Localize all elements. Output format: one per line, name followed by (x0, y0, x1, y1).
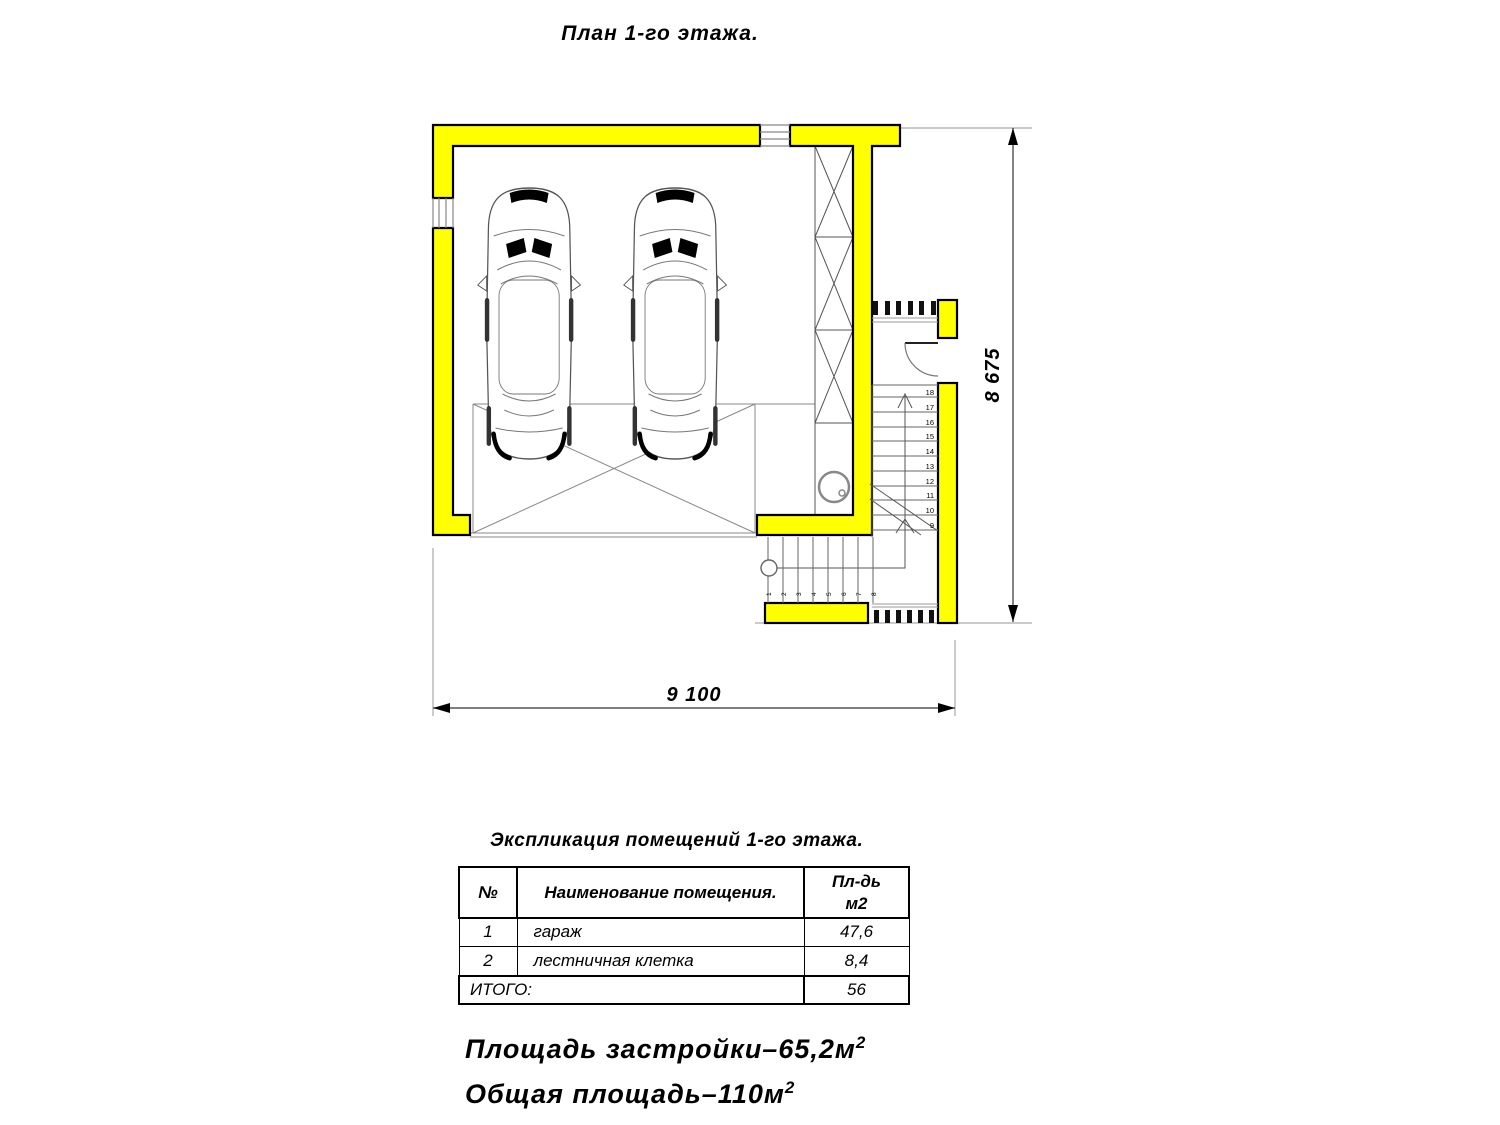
row-num: 1 (459, 918, 517, 946)
table-row (459, 946, 909, 976)
svg-text:3: 3 (796, 592, 803, 596)
table-row (459, 918, 909, 946)
svg-text:11: 11 (926, 491, 934, 500)
svg-text:14: 14 (925, 447, 934, 456)
entry-grate-bottom (872, 604, 938, 623)
header-area: Пл-дь м2 (804, 867, 909, 918)
dim-width-label: 9 100 (666, 684, 722, 706)
svg-text:16: 16 (925, 418, 934, 427)
svg-text:15: 15 (925, 432, 934, 441)
svg-text:1: 1 (766, 592, 773, 596)
table-total-row (459, 976, 909, 1004)
svg-text:18: 18 (925, 388, 934, 397)
wall-right-stair (938, 383, 957, 623)
header-num: № (459, 867, 517, 918)
wall-bottom-stair (765, 603, 868, 623)
window-left (433, 198, 453, 228)
total-value: 56 (804, 976, 909, 1004)
stair-numbers-upper (926, 388, 934, 530)
explication-table (458, 866, 910, 1005)
svg-text:13: 13 (925, 462, 934, 471)
svg-text:17: 17 (925, 403, 934, 412)
row-name: гараж (517, 918, 804, 946)
svg-text:2: 2 (781, 592, 788, 596)
window-top (760, 125, 790, 146)
explication-title: Экспликация помещений 1-го этажа. (490, 830, 864, 851)
total-label: ИТОГО: (459, 976, 804, 1004)
vent-shaft (815, 146, 853, 515)
stair-numbers-lower (766, 592, 878, 596)
floor-plan-svg (410, 95, 1060, 735)
svg-text:6: 6 (841, 592, 848, 596)
row-area: 47,6 (804, 918, 909, 946)
svg-text:8: 8 (871, 592, 878, 596)
entry-grate-top (872, 301, 938, 322)
row-area: 8,4 (804, 946, 909, 976)
svg-text:7: 7 (856, 592, 863, 596)
svg-text:10: 10 (925, 506, 934, 515)
entry-door (905, 343, 938, 376)
wall-left-lower (433, 228, 470, 535)
stair-start-post (761, 560, 777, 576)
car-1 (478, 188, 581, 459)
row-name: лестничная клетка (517, 946, 804, 976)
svg-text:9: 9 (929, 521, 934, 530)
svg-text:4: 4 (811, 592, 818, 596)
summary-total-area: Общая площадь–$110м^2$ (465, 1078, 796, 1109)
dimension-horizontal (433, 684, 955, 713)
dimension-vertical (982, 128, 1018, 622)
wall-pier-upper-right (938, 300, 957, 338)
car-2 (624, 188, 727, 459)
table-header-row (459, 867, 909, 918)
page-title: План 1-го этажа. (561, 22, 759, 45)
header-name: Наименование помещения. (517, 867, 804, 918)
svg-text:12: 12 (925, 477, 934, 486)
svg-text:5: 5 (826, 592, 833, 596)
row-num: 2 (459, 946, 517, 976)
dim-height-label: 8 675 (982, 347, 1004, 403)
summary-building-area: Площадь застройки–$65,2м^2$ (465, 1033, 867, 1064)
wall-top-left (433, 125, 760, 198)
